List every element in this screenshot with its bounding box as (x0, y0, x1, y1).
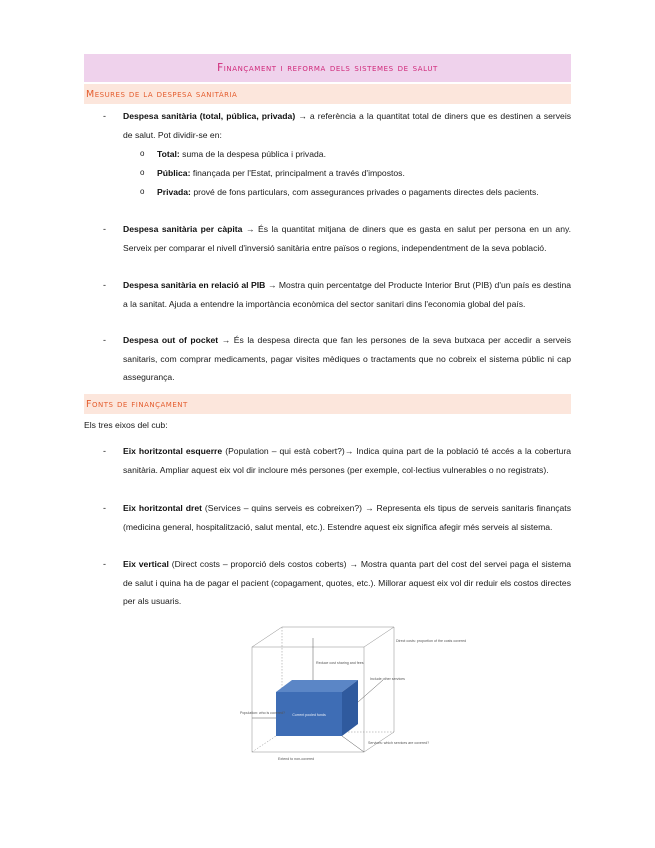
list-item (123, 276, 571, 313)
inner-box-label: Current pooled funds (292, 713, 326, 717)
bullet-dash: - (103, 503, 106, 513)
list-item (123, 499, 571, 536)
bullet-label: Eix horitzontal dret (123, 503, 202, 513)
bullet-dash: - (103, 559, 106, 569)
arrow-icon: → (344, 446, 354, 456)
sub-text: finançada per l'Estat, principalment a través d'impostos. (192, 168, 405, 178)
bullet-dash: - (103, 335, 106, 345)
bullet-label: Despesa sanitària en relació al PIB (123, 280, 266, 290)
arrow-icon: → (364, 503, 374, 513)
bullet-label: Despesa out of pocket (123, 335, 219, 345)
arrow-diag (358, 680, 383, 702)
circle-bullet-icon: o (140, 168, 145, 177)
arrow-icon: → (349, 559, 358, 569)
sub-text: prové de fons particulars, com assegurances privades o pagaments directes dels pacients. (193, 187, 539, 197)
bullet-dash: - (103, 111, 106, 121)
arrow-icon: → (267, 280, 277, 290)
label-right-top: Direct costs: proportion of the costs covered (396, 639, 467, 643)
coverage-cube-figure (238, 620, 467, 765)
label-mid: Include other services (370, 677, 405, 681)
bullet-paren: (Direct costs – proporció dels costos coberts) (171, 559, 347, 569)
arrow-down (342, 736, 364, 752)
cube-edge (252, 627, 282, 647)
bullet-text: Mostra quanta part del cost del servei paga el sistema de salut i quina ha de pagar el pacient (copagament, quotes, etc.). Millorar aquest eix vol dir reduir els costos directes per als usuaris. (123, 559, 572, 606)
label-top: Reduce cost sharing and fees (316, 661, 364, 665)
bullet-label: Despesa sanitària (total, pública, privada) (123, 111, 296, 121)
section-heading: Fonts de finançament (86, 398, 188, 410)
list-item (123, 555, 571, 611)
intro-text: Els tres eixos del cub: (84, 420, 168, 430)
list-item (157, 145, 571, 164)
list-item (123, 107, 571, 144)
cube-edge (364, 627, 394, 647)
bullet-paren: (Population – qui està cobert?) (225, 446, 345, 456)
circle-bullet-icon: o (140, 149, 145, 158)
bullet-paren: (Services – quins serveis es cobreixen?) (204, 503, 363, 513)
label-bottom: Extend to non-covered (278, 757, 315, 761)
label-left: Population: who is covered? (240, 711, 285, 715)
circle-bullet-icon: o (140, 187, 145, 196)
bullet-dash: - (103, 446, 106, 456)
bullet-text: a referència a la quantitat total de diners que es destinen a serveis de salut. Pot dividir-se en: (123, 111, 572, 140)
arrow-icon: → (298, 111, 307, 121)
sub-label: Pública: (157, 168, 191, 178)
sub-text: suma de la despesa pública i privada. (182, 149, 326, 159)
list-item (157, 164, 571, 183)
bullet-label: Eix horitzontal esquerre (123, 446, 223, 456)
label-bottom-right: Services: which services are covered? (368, 741, 430, 745)
bullet-dash: - (103, 280, 106, 290)
bullet-dash: - (103, 224, 106, 234)
sub-label: Total: (157, 149, 180, 159)
bullet-label: Despesa sanitària per càpita (123, 224, 243, 234)
arrow-icon: → (245, 224, 255, 234)
bullet-text: Mostra quin percentatge del Producte Interior Brut (PIB) d'un país es destina a la sanitat. Ajuda a entendre la importància econòmica del sector sanitari dins l'economia global del país. (123, 280, 572, 309)
list-item (123, 442, 571, 479)
bullet-text: És la despesa directa que fan les persones de la seva butxaca per accedir a serveis sanitaris, com comprar medicaments, pagar visites mèdiques o tractaments que no cobreix el sistema públic ni cap assegurança. (123, 335, 571, 382)
title-banner (84, 54, 571, 82)
section-heading: Mesures de la despesa sanitària (86, 88, 238, 100)
section-heading-bar (84, 84, 571, 104)
section-heading-bar (84, 394, 571, 414)
bullet-label: Eix vertical (123, 559, 169, 569)
list-item (123, 220, 571, 257)
bullet-text: Representa els tipus de serveis sanitaris finançats (medicina general, hospitalització, salut mental, etc.). Estendre aquest eix significa afegir més serveis al sistema. (123, 503, 571, 532)
list-item (123, 331, 571, 387)
sub-label: Privada: (157, 187, 191, 197)
bullet-text: És la quantitat mitjana de diners que es gasta en salut per persona en un any. Serveix per comparar el nivell d'inversió sanitària entre països o regions, independentment de la seva població. (123, 224, 572, 253)
arrow-icon: → (221, 335, 231, 345)
page-title: Finançament i reforma dels sistemes de salut (217, 62, 438, 74)
bullet-text: Indica quina part de la població té accés a la cobertura sanitària. Ampliar aquest eix vol dir incloure més persones (per exemple, col·lectius vulnerables o no registrats). (123, 446, 572, 475)
list-item (157, 183, 571, 202)
